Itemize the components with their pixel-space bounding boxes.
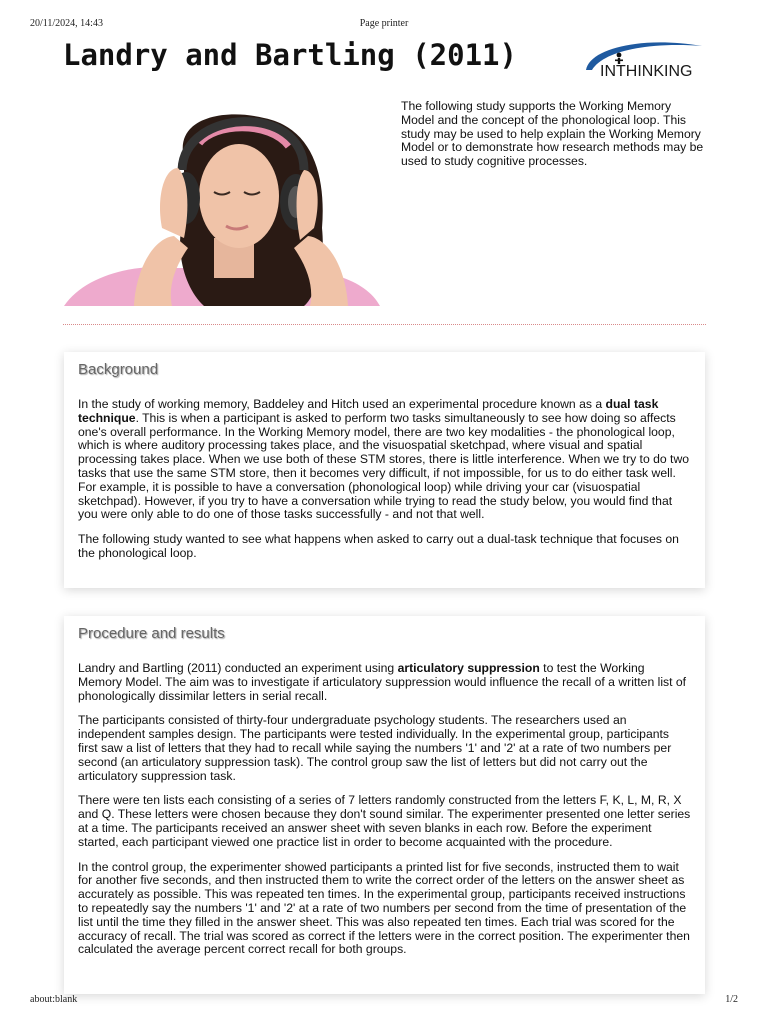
background-section — [64, 352, 705, 588]
background-paragraph-2: The following study wanted to see what happens when asked to carry out a dual-task technique that focuses on the phonological loop. — [78, 532, 679, 560]
background-heading: Background — [78, 361, 159, 378]
procedure-section — [64, 616, 705, 994]
procedure-heading: Procedure and results — [78, 625, 225, 642]
procedure-paragraph-3: There were ten lists each consisting of a series of 7 letters randomly constructed from the letters F, K, L, M, R, X and Q. These letters were chosen because they don't sound similar. The experimenter presented one letter series at a time. The participants received an answer sheet with seven blanks in each row. Before the experiment started, each participant viewed one practice list in order to become acquainted with the procedure. — [78, 793, 691, 849]
procedure-paragraph-4: In the control group, the experimenter showed participants a printed list for five seconds, instructed them to wait for another five seconds, and then instructed them to write the correct order of the letters on the answer sheet as accurately as possible. This was repeated ten times. In the experimental group, participants received instructions to repeatedly say the numbers '1' and '2' at a rate of two numbers per second from the time of presentation of the list until the time they filled in the answer sheet. This was also repeated ten times. Each trial was scored for the accuracy of recall. The trial was scored as correct if the letters were in the correct position. The experimenter then calculated the average percent correct recall for both groups. — [78, 859, 690, 957]
background-paragraph-1: In the study of working memory, Baddeley and Hitch used an experimental procedure known as a dual task technique. This is when a participant is asked to perform two tasks simultaneously to see how doing so affects one's overall performance. In the Working Memory model, there are two key modalities - the phonological loop, which is where auditory processing takes place, and the visuospatial sketchpad, where visual and spatial processing takes place. When we use both of these STM stores, there is little interference. When we try to do two tasks that use the same STM store, then it becomes very difficult, if not impossible, for us to do either task well. For example, it is possible to have a conversation (phonological loop) while driving your car (visuospatial sketchpad). However, if you try to have a conversation while trying to read the study below, you would find that you were only able to do one of those tasks successfully - and not that well. — [78, 397, 690, 522]
inthinking-logo — [582, 38, 704, 82]
logo-text: INTHINKING — [600, 63, 693, 80]
print-url: about:blank — [30, 994, 78, 1005]
page-title: Landry and Bartling (2011) — [63, 38, 517, 72]
print-page-title: Page printer — [359, 18, 409, 29]
divider — [63, 324, 706, 325]
procedure-paragraph-1: Landry and Bartling (2011) conducted an experiment using articulatory suppression to test the Working Memory Model. The aim was to investigate if articulatory suppression would influence the recall of a written list of phonologically dissimilar letters in serial recall. — [78, 661, 687, 703]
print-date: 20/11/2024, 14:43 — [30, 18, 103, 29]
intro-text: The following study supports the Working Memory Model and the concept of the phonological loop. This study may be used to help explain the Working Memory Model or to demonstrate how research methods may be used to study cognitive processes. — [401, 99, 704, 169]
print-page-number: 1/2 — [725, 994, 738, 1005]
hero-image-girl-headphones — [64, 98, 380, 306]
procedure-paragraph-2: The participants consisted of thirty-four undergraduate psychology students. The researchers used an independent samples design. The participants were tested individually. In the experimental group, participants first saw a list of letters that they had to recall while saying the numbers '1' and '2' at a rate of two numbers per second (an articulatory suppression task). The control group saw the list of letters but did not carry out the articulatory suppression task. — [78, 713, 672, 783]
